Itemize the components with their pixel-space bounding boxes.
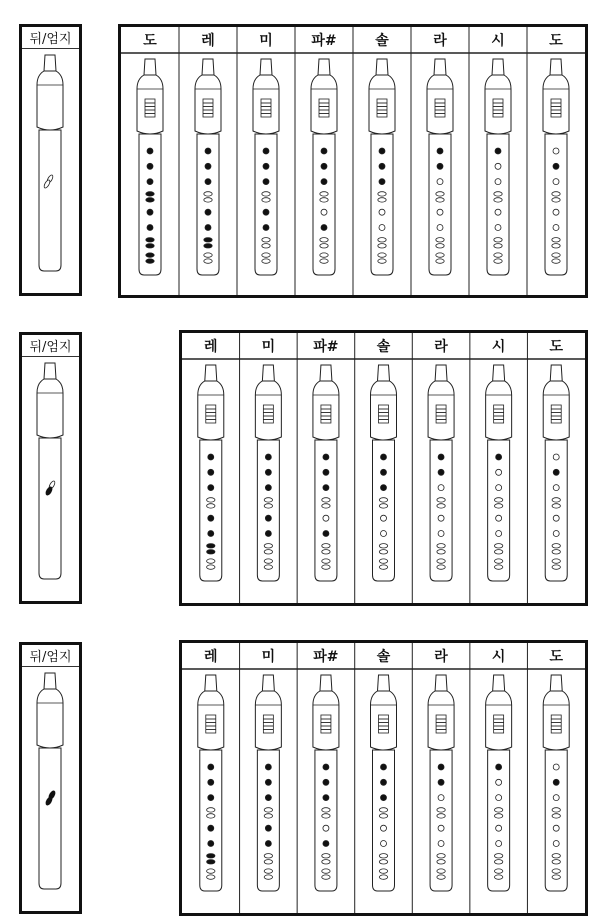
labium-window [206, 405, 216, 423]
note-label: 시 [491, 33, 505, 49]
labium-window [203, 99, 213, 117]
recorder-fingering [543, 365, 569, 581]
finger-hole [381, 469, 387, 475]
finger-hole [553, 148, 559, 154]
note-label: 미 [261, 339, 276, 355]
finger-hole [495, 163, 501, 169]
finger-hole [265, 779, 271, 785]
thumb-panel-3 [19, 642, 82, 914]
finger-hole [265, 531, 271, 537]
note-label: 미 [259, 33, 273, 49]
finger-hole [496, 454, 502, 460]
recorder-fingering [255, 365, 281, 581]
grid-lines [121, 27, 585, 295]
finger-hole [553, 779, 559, 785]
finger-hole [263, 163, 269, 169]
finger-hole [495, 209, 501, 215]
finger-hole [208, 825, 214, 831]
finger-hole [438, 515, 444, 521]
finger-hole [321, 179, 327, 185]
finger-hole [381, 515, 387, 521]
finger-hole [381, 795, 387, 801]
finger-hole [438, 779, 444, 785]
recorder-fingering [311, 59, 337, 275]
finger-hole [553, 469, 559, 475]
finger-hole [438, 485, 444, 491]
finger-hole [553, 531, 559, 537]
finger-hole [379, 163, 385, 169]
finger-hole [381, 454, 387, 460]
finger-hole [147, 163, 153, 169]
finger-hole [553, 841, 559, 847]
finger-hole [147, 179, 153, 185]
finger-hole [496, 779, 502, 785]
finger-hole [496, 485, 502, 491]
finger-hole [321, 163, 327, 169]
finger-hole [208, 764, 214, 770]
finger-hole [438, 764, 444, 770]
finger-hole [321, 148, 327, 154]
note-label: 파# [311, 33, 337, 49]
finger-hole [553, 179, 559, 185]
finger-hole [437, 179, 443, 185]
note-label: 미 [261, 649, 276, 665]
recorder-back [37, 673, 63, 889]
finger-hole [381, 764, 387, 770]
recorder-fingering [313, 675, 339, 891]
finger-hole [438, 454, 444, 460]
finger-hole [438, 531, 444, 537]
labium-window [551, 405, 561, 423]
recorder-fingering [371, 365, 397, 581]
finger-hole [381, 485, 387, 491]
finger-hole [263, 209, 269, 215]
finger-hole [553, 764, 559, 770]
finger-hole [265, 515, 271, 521]
note-label: 솔 [376, 649, 391, 665]
recorder-fingering [543, 675, 569, 891]
note-label: 레 [204, 649, 218, 665]
labium-window [551, 99, 561, 117]
note-label: 도 [549, 33, 563, 49]
note-label: 파# [313, 339, 339, 355]
finger-hole [323, 764, 329, 770]
finger-hole [495, 225, 501, 231]
recorder-back [37, 363, 63, 579]
finger-hole [496, 469, 502, 475]
finger-hole [263, 148, 269, 154]
finger-hole [553, 795, 559, 801]
finger-hole [208, 795, 214, 801]
finger-hole [323, 485, 329, 491]
finger-hole [321, 209, 327, 215]
note-label: 레 [204, 339, 218, 355]
recorder-fingering [137, 59, 163, 275]
recorder-fingering [485, 59, 511, 275]
finger-hole [208, 779, 214, 785]
finger-hole [437, 225, 443, 231]
finger-hole [496, 515, 502, 521]
finger-hole [437, 209, 443, 215]
recorder-fingering [486, 365, 512, 581]
finger-hole [323, 469, 329, 475]
fingering-chart [121, 27, 585, 295]
finger-hole [323, 841, 329, 847]
finger-hole [147, 148, 153, 154]
labium-window [435, 99, 445, 117]
finger-hole [437, 163, 443, 169]
note-label: 라 [433, 33, 447, 49]
finger-hole [323, 515, 329, 521]
recorder-fingering [313, 365, 339, 581]
finger-hole [321, 225, 327, 231]
labium-window [319, 99, 329, 117]
labium-window [206, 715, 216, 733]
recorder-fingering [195, 59, 221, 275]
labium-window [379, 715, 389, 733]
thumb-label: 뒤/엄지 [22, 335, 79, 357]
fingering-table-3 [179, 640, 588, 916]
finger-hole [265, 454, 271, 460]
finger-hole [263, 225, 269, 231]
finger-hole [208, 841, 214, 847]
finger-hole [208, 469, 214, 475]
recorder-fingering [198, 365, 224, 581]
recorder-fingering [198, 675, 224, 891]
note-label: 레 [201, 33, 215, 49]
finger-hole [205, 148, 211, 154]
recorder-fingering [255, 675, 281, 891]
finger-hole [553, 454, 559, 460]
finger-hole [205, 209, 211, 215]
note-label: 도 [549, 649, 563, 665]
note-label: 도 [143, 33, 157, 49]
finger-hole [323, 531, 329, 537]
finger-hole [147, 209, 153, 215]
thumb-label: 뒤/엄지 [22, 27, 79, 49]
finger-hole [208, 485, 214, 491]
finger-hole [263, 179, 269, 185]
finger-hole [496, 795, 502, 801]
fingering-table-1 [118, 24, 588, 298]
finger-hole [379, 225, 385, 231]
recorder-fingering [428, 675, 454, 891]
finger-hole [208, 515, 214, 521]
finger-hole [553, 515, 559, 521]
labium-window [551, 715, 561, 733]
thumb-recorder [22, 669, 79, 913]
finger-hole [323, 779, 329, 785]
note-label: 파# [313, 649, 339, 665]
labium-window [493, 99, 503, 117]
finger-hole [265, 825, 271, 831]
fingering-chart [182, 333, 585, 603]
finger-hole [381, 825, 387, 831]
finger-hole [553, 209, 559, 215]
labium-window [263, 405, 273, 423]
labium-window [263, 715, 273, 733]
labium-window [321, 715, 331, 733]
finger-hole [265, 485, 271, 491]
finger-hole [379, 209, 385, 215]
labium-window [321, 405, 331, 423]
finger-hole [553, 485, 559, 491]
finger-hole [495, 179, 501, 185]
finger-hole [496, 825, 502, 831]
thumb-recorder [22, 359, 79, 603]
note-label: 시 [491, 339, 506, 355]
thumb-recorder [22, 51, 79, 295]
fingering-table-2 [179, 330, 588, 606]
thumb-panel-2 [19, 332, 82, 604]
recorder-fingering [253, 59, 279, 275]
finger-hole [265, 469, 271, 475]
finger-hole [205, 179, 211, 185]
finger-hole [438, 825, 444, 831]
finger-hole [438, 841, 444, 847]
labium-window [494, 715, 504, 733]
labium-window [436, 405, 446, 423]
recorder-fingering [427, 59, 453, 275]
finger-hole [381, 841, 387, 847]
finger-hole [379, 179, 385, 185]
finger-hole [437, 148, 443, 154]
labium-window [261, 99, 271, 117]
labium-window [379, 405, 389, 423]
finger-hole [553, 825, 559, 831]
finger-hole [381, 531, 387, 537]
labium-window [145, 99, 155, 117]
recorder-back [37, 55, 63, 271]
finger-hole [265, 764, 271, 770]
finger-hole [205, 225, 211, 231]
finger-hole [323, 454, 329, 460]
finger-hole [438, 795, 444, 801]
thumb-label: 뒤/엄지 [22, 645, 79, 667]
finger-hole [265, 841, 271, 847]
recorder-fingering [486, 675, 512, 891]
finger-hole [381, 779, 387, 785]
finger-hole [323, 825, 329, 831]
recorder-fingering [428, 365, 454, 581]
thumb-panel-1 [19, 24, 82, 296]
labium-window [377, 99, 387, 117]
finger-hole [496, 841, 502, 847]
note-label: 솔 [376, 339, 391, 355]
finger-hole [323, 795, 329, 801]
recorder-fingering [371, 675, 397, 891]
note-label: 도 [549, 339, 563, 355]
finger-hole [553, 225, 559, 231]
finger-hole [496, 764, 502, 770]
finger-hole [379, 148, 385, 154]
finger-hole [147, 225, 153, 231]
fingering-chart [182, 643, 585, 913]
finger-hole [496, 531, 502, 537]
note-label: 솔 [375, 33, 389, 49]
note-label: 시 [491, 649, 506, 665]
note-label: 라 [434, 649, 448, 665]
labium-window [494, 405, 504, 423]
finger-hole [208, 454, 214, 460]
finger-hole [208, 531, 214, 537]
finger-hole [265, 795, 271, 801]
recorder-fingering [369, 59, 395, 275]
finger-hole [205, 163, 211, 169]
finger-hole [553, 163, 559, 169]
finger-hole [438, 469, 444, 475]
note-label: 라 [434, 339, 448, 355]
finger-hole [495, 148, 501, 154]
recorder-fingering [543, 59, 569, 275]
labium-window [436, 715, 446, 733]
